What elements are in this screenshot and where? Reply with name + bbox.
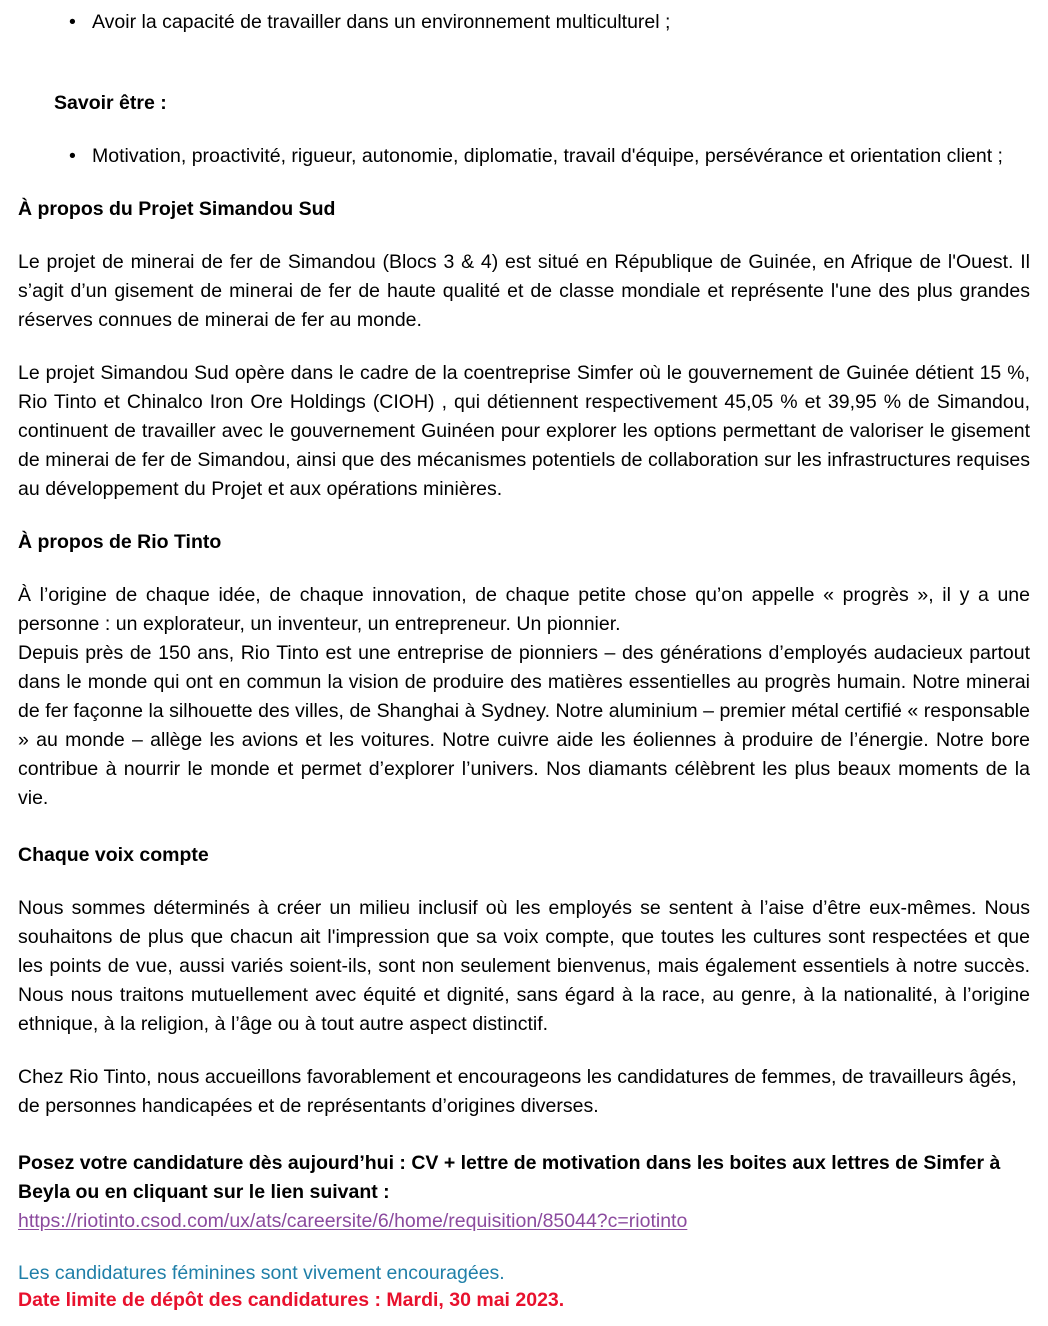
about-project-paragraph-1: Le projet de minerai de fer de Simandou (Blocs 3 & 4) est situé en République de Guinée, en Afrique de l'Ouest. Il s’agit d’un gisement de minerai de fer de haute qualité et de classe mondiale et représente l'une des plus grandes réserves connues de minerai de fer au monde. <box>18 251 1030 331</box>
list-item-text: Avoir la capacité de travailler dans un environnement multiculturel ; <box>92 11 671 33</box>
spacer-after-soft-skills-heading <box>0 118 1048 142</box>
spacer-before-every-voice <box>0 813 1048 841</box>
every-voice-heading: Chaque voix compte <box>18 844 209 866</box>
about-project-paragraph-2: Le projet Simandou Sud opère dans le cadre de la coentreprise Simfer où le gouvernement de Guinée détient 15 %, Rio Tinto et Chinalco Iron Ore Holdings (CIOH) , qui détiennent respectivement 45,05 % et 39,95 % de Simandou, continuent de travailler avec le gouvernement Guinéen pour explorer les options permettant de valoriser le gisement de minerai de fer de Simandou, ainsi que des mécanismes potentiels de collaboration sur les infrastructures requises au développement du Projet et aux opérations minières. <box>18 362 1030 500</box>
list-item-text: Motivation, proactivité, rigueur, autonomie, diplomatie, travail d'équipe, persévérance et orientation client ; <box>92 145 1003 167</box>
application-link[interactable]: https://riotinto.csod.com/ux/ats/careersite/6/home/requisition/85044?c=riotinto <box>18 1210 688 1232</box>
spacer-before-apply-block <box>0 1121 1048 1149</box>
about-riotinto-paragraph-2: Depuis près de 150 ans, Rio Tinto est une entreprise de pionniers – des générations d’employés audacieux partout dans le monde qui ont en commun la vision de produire des matières essentielles au progrès humain. Notre minerai de fer façonne la silhouette des villes, de Shanghai à Sydney. Notre aluminium – premier métal certifié « responsable » au monde – allège les avions et les voitures. Notre cuivre aide les éoliennes à produire de l’énergie. Notre bore contribue à nourrir le monde et permet d’explorer l’univers. Nos diamants célèbrent les plus beaux moments de la vie. <box>18 642 1030 809</box>
every-voice-paragraph-1: Nous sommes déterminés à créer un milieu inclusif où les employés se sentent à l’aise d’être eux-mêmes. Nous souhaitons de plus que chacun ait l'impression que sa voix compte, que toutes les cultures sont respectées et que les points de vue, aussi variés soient-ils, sont non seulement bienvenus, mais également essentiels à notre succès. Nous nous traitons mutuellement avec équité et dignité, sans égard à la race, au genre, à la nationalité, à l’origine ethnique, à la religion, à l’âge ou à tout autre aspect distinctif. <box>18 897 1030 1035</box>
about-riotinto-paragraph-1: À l’origine de chaque idée, de chaque innovation, de chaque petite chose qu’on appelle « progrès », il y a une personne : un explorateur, un inventeur, un entrepreneur. Un pionnier. <box>18 584 1030 635</box>
apply-instruction: Posez votre candidature dès aujourd’hui : CV + lettre de motivation dans les boites aux lettres de Simfer à Beyla ou en cliquant sur le lien suivant : <box>18 1152 1001 1203</box>
application-deadline: Date limite de dépôt des candidatures : Mardi, 30 mai 2023. <box>18 1289 565 1311</box>
spacer-after-riotinto-heading <box>0 557 1048 581</box>
soft-skills-bullet-list <box>0 142 1048 171</box>
about-project-heading: À propos du Projet Simandou Sud <box>18 198 336 220</box>
spacer-between-every-voice-paragraphs <box>0 1039 1048 1063</box>
spacer-after-project-heading <box>0 224 1048 248</box>
skills-bullet-list <box>0 8 1048 37</box>
about-riotinto-heading: À propos de Rio Tinto <box>18 531 222 553</box>
list-item <box>0 142 1048 171</box>
soft-skills-heading: Savoir être : <box>54 92 167 114</box>
spacer-bottom <box>0 1314 1048 1326</box>
list-item <box>0 8 1048 37</box>
female-applicants-note: Les candidatures féminines sont vivement encouragées. <box>18 1262 505 1284</box>
every-voice-paragraph-2: Chez Rio Tinto, nous accueillons favorablement et encourageons les candidatures de femmes, de travailleurs âgés, de personnes handicapées et de représentants d’origines diverses. <box>18 1066 1017 1117</box>
spacer-before-riotinto-section <box>0 504 1048 528</box>
spacer-top <box>0 0 1048 8</box>
bullet-point-icon: • <box>69 11 76 33</box>
spacer-between-project-paragraphs <box>0 335 1048 359</box>
spacer-before-notes <box>0 1236 1048 1260</box>
apply-link-line <box>0 1207 1048 1236</box>
bullet-point-icon: • <box>69 145 76 167</box>
spacer-before-project-section <box>0 171 1048 195</box>
spacer-after-every-voice-heading <box>0 870 1048 894</box>
spacer-after-first-bullet <box>0 37 1048 89</box>
